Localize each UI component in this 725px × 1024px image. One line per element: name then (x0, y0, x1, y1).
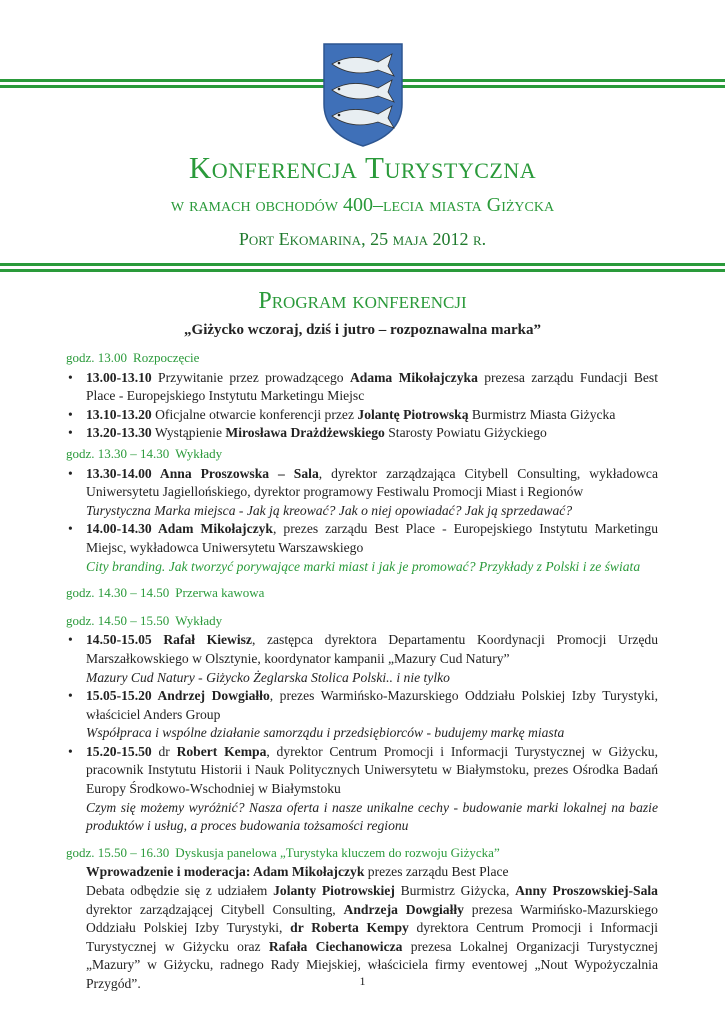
item-text: Wystąpienie (151, 425, 226, 441)
section-heading (66, 612, 658, 631)
item-person: Adama Mikołajczyka (349, 369, 478, 385)
section-time: godz. 13.00 (66, 350, 128, 365)
item-lead: 14.50-15.05 Rafał Kiewisz (86, 632, 252, 648)
section-heading (66, 445, 658, 464)
item-lead: 15.05-15.20 Andrzej Dowgiałło (86, 688, 270, 704)
item-time: 13.20-13.30 (86, 425, 152, 441)
bottom-rule-1 (0, 263, 725, 266)
item-text: , dyrektor Centrum Promocji i Informacji Turystycznej w Giżycku, pracownik Instytutu Historii i Nauk Politycznych Uniwersytetu w Białymstoku, prezes Ośrodka Badań Europy Środkowo-Wschodniej w Białymstoku (86, 743, 659, 797)
section-heading (66, 584, 658, 603)
item-text: Starosty Powiatu Giżyckiego (384, 425, 547, 441)
item-text: , dyrektor zarządzająca Citybell Consulting, wykładowca Uniwersytetu Jagiellońskiego, dyrektor programowy Festiwalu Promocji Miast i Regionów (86, 465, 658, 500)
conference-subtitle: w ramach obchodów 400–lecia miasta Giżycka (170, 194, 555, 216)
program-item (66, 406, 658, 425)
program-motto: „Giżycko wczoraj, dziś i jutro – rozpoznawalna marka” (184, 322, 541, 338)
item-text: , prezes zarządu Best Place - Europejskiego Instytutu Marketingu Miejsc, wykładowca Uniwersytetu Warszawskiego (86, 521, 659, 555)
panel-text: Debata odbędzie się z udziałem (86, 883, 274, 899)
moderator-text: prezes zarządu Best Place (364, 864, 509, 880)
panelist: Andrzeja Dowgiałły (343, 901, 464, 917)
item-time: 13.00-13.10 (86, 369, 152, 385)
item-text: , prezes Warmińsko-Mazurskiego Oddziału Polskiej Izby Turystyki, właściciel Anders Group (86, 688, 658, 722)
program-item (66, 465, 658, 521)
program-content (66, 347, 658, 994)
panelist: Rafała Ciechanowicza (268, 938, 403, 954)
lecture-topic: Współpraca i wspólne działanie samorządu i przedsiębiorców - budujemy markę miasta (86, 725, 565, 741)
program-item (66, 424, 658, 443)
moderator-label: Wprowadzenie i moderacja: Adam Mikołajczyk (86, 864, 365, 880)
item-text: , zastępca dyrektora Departamentu Koordynacji Promocji Urzędu Marszałkowskiego w Olsztynie, koordynator kampanii „Mazury Cud Natury” (86, 632, 659, 666)
panel-moderation (66, 863, 658, 882)
section-name: Wykłady (175, 612, 223, 628)
section-name: Wykłady (175, 445, 223, 461)
lecture-topic: Mazury Cud Natury - Giżycko Żeglarska Stolica Polski.. i nie tylko (86, 669, 450, 685)
item-lead: 15.20-15.50 (86, 743, 152, 759)
section-time: godz. 15.50 – 16.30 (66, 844, 170, 860)
item-lead: 14.00-14.30 Adam Mikołajczyk (86, 521, 273, 537)
session-list (66, 631, 658, 836)
conference-place-date: Port Ekomarina, 25 maja 2012 r. (238, 229, 487, 249)
item-text: Przywitanie przez prowadzącego (151, 369, 350, 385)
section-heading (66, 349, 658, 368)
section-name: Rozpoczęcie (133, 350, 200, 365)
program-title: Program konferencji (258, 288, 467, 314)
item-text: dr (151, 743, 177, 759)
item-person: Robert Kempa (176, 743, 267, 759)
panelist: Jolanty Piotrowskiej (273, 883, 395, 899)
program-item (66, 631, 658, 687)
section-time: godz. 13.30 – 14.30 (66, 445, 170, 461)
item-lead: 13.30-14.00 Anna Proszowska – Sala (86, 465, 319, 481)
lecture-topic: City branding. Jak tworzyć porywające marki miast i jak je promować? Przykłady z Polski i ze świata (86, 558, 641, 574)
panelist: Anny Proszowskiej-Sala (515, 883, 658, 899)
panel-text: dyrektor zarządzającej Citybell Consulting, (86, 901, 344, 917)
panelist: dr Roberta Kempy (290, 920, 409, 936)
conference-title: Konferencja Turystyczna (188, 150, 537, 185)
section-name: Dyskusja panelowa „Turystyka kluczem do rozwoju Giżycka” (175, 844, 500, 860)
panel-text: Burmistrz Giżycka, (394, 883, 516, 899)
program-item (66, 369, 658, 406)
item-text: Oficjalne otwarcie konferencji przez (151, 406, 358, 422)
session-list (66, 465, 658, 577)
panel-text: dyrektora Centrum Promocji i Informacji Turystycznej w Giżycku oraz (86, 920, 658, 954)
bottom-rule-2 (0, 269, 725, 272)
program-item (66, 520, 658, 576)
section-time: godz. 14.30 – 14.50 (66, 585, 170, 601)
item-text: Burmistrz Miasta Giżycka (468, 406, 616, 422)
section-heading (66, 844, 658, 863)
section-name: Przerwa kawowa (175, 585, 265, 601)
item-text: prezesa zarządu Fundacji Best Place - Europejskiego Instytutu Marketingu Miejsc (86, 369, 658, 404)
panel-text: prezesa Warmińsko-Mazurskiego Oddziału Polskiej Izby Turystyki, (86, 901, 658, 936)
page-number: 1 (359, 974, 366, 988)
fish-coat-of-arms-icon (322, 42, 404, 148)
lecture-topic: Czym się możemy wyróżnić? Nasza oferta i nasze unikalne cechy - budowanie marki lokalnej na bazie produktów i usług, a proces budowania tożsamości regionu (86, 799, 658, 834)
item-person: Jolantę Piotrowską (357, 406, 469, 422)
section-time: godz. 14.50 – 15.50 (66, 612, 170, 628)
panel-text: prezesa Lokalnej Organizacji Turystycznej „Mazury” w Giżycku, radnego Rady Miejskiej, właściciela firmy eventowej „Nout Wypożyczalnia Przygód”. (86, 938, 658, 991)
session-list (66, 369, 658, 443)
item-person: Mirosława Drażdżewskiego (225, 425, 385, 441)
lecture-topic: Turystyczna Marka miejsca - Jak ją kreować? Jak o niej opowiadać? Jak ją sprzedawać? (86, 502, 573, 518)
program-item (66, 687, 658, 743)
item-time: 13.10-13.20 (86, 406, 152, 422)
program-item (66, 743, 658, 836)
